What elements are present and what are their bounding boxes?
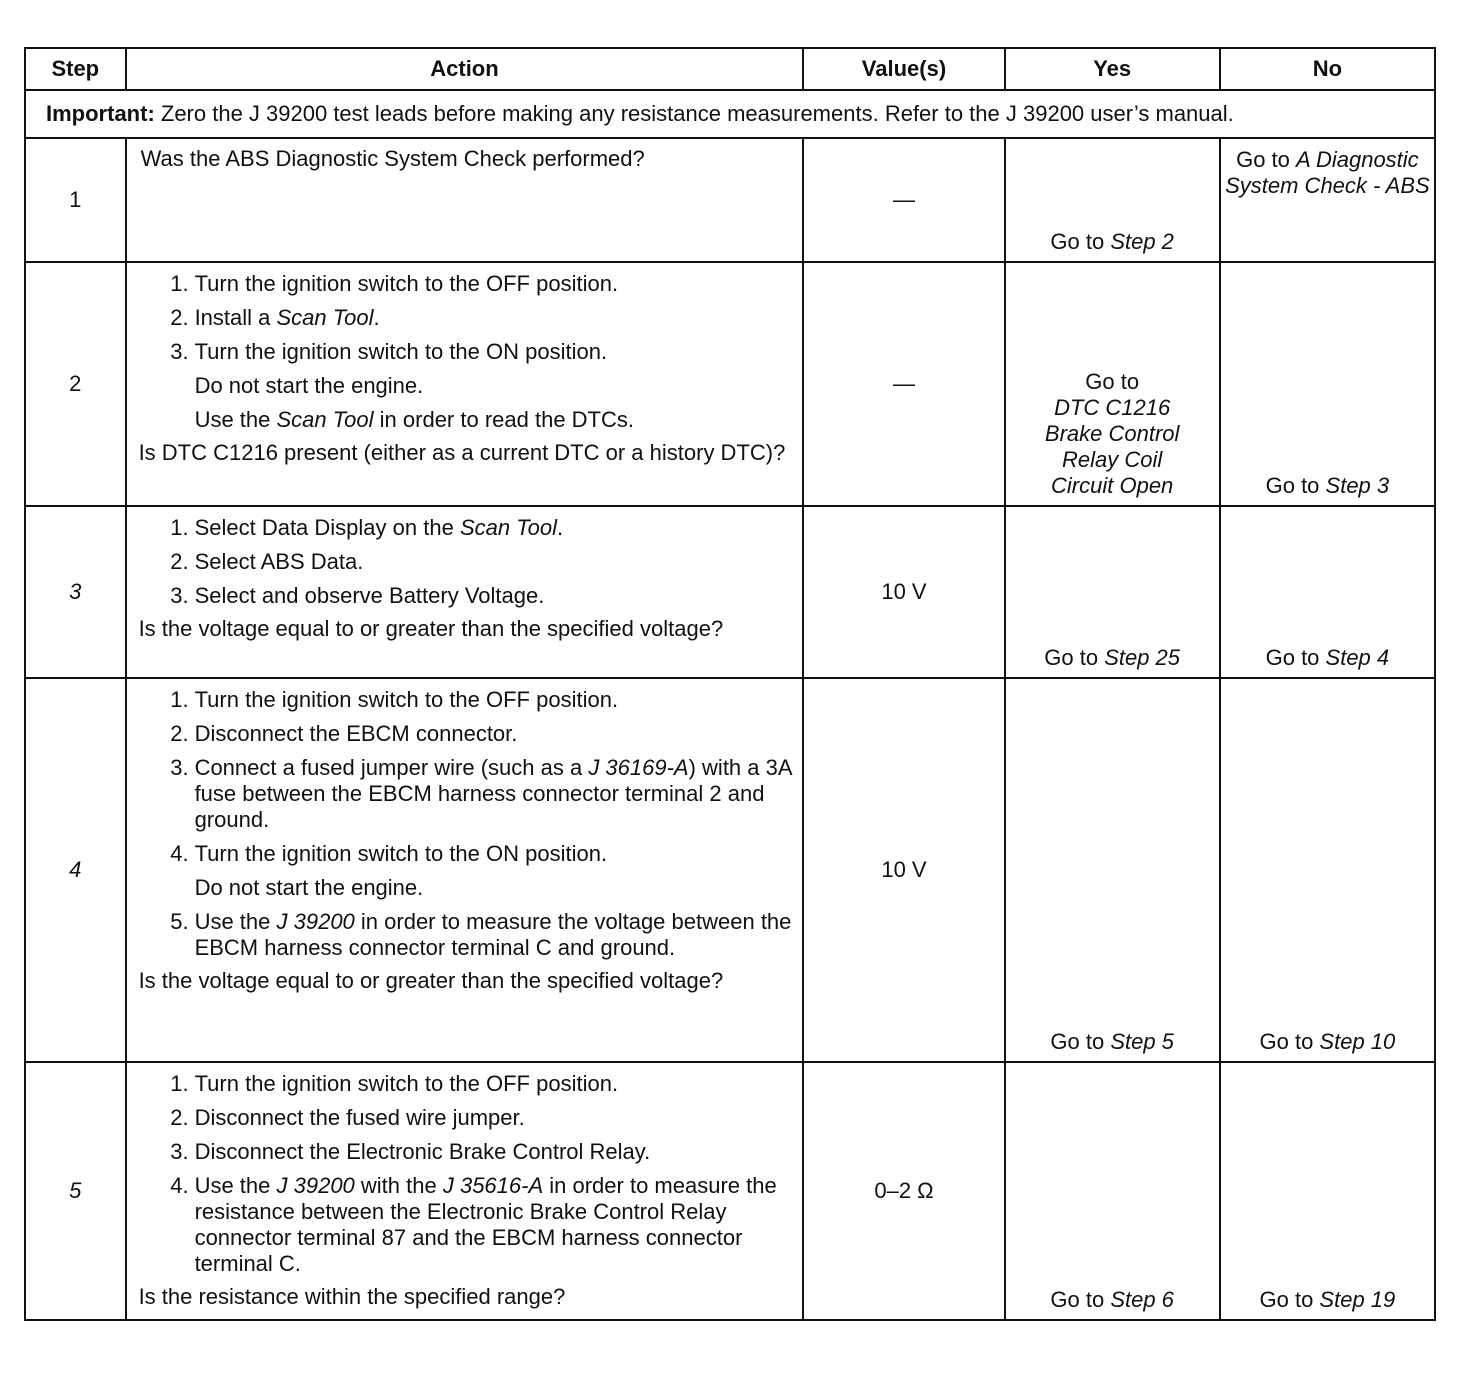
header-row	[25, 48, 1435, 90]
no-link[interactable]: Step 19	[1319, 1287, 1396, 1312]
no-link[interactable]: Step 3	[1325, 473, 1390, 498]
list-number: 4.	[170, 841, 189, 866]
yes-cell	[1005, 262, 1220, 506]
list-item	[139, 909, 793, 961]
action-text: Select Data Display on the	[194, 515, 460, 540]
tool-name: Scan Tool	[276, 305, 374, 330]
list-number: 3.	[170, 755, 189, 780]
yes-link[interactable]: Step 2	[1110, 229, 1174, 254]
table-row-step-1	[25, 138, 1435, 262]
list-number: 1.	[170, 1071, 189, 1096]
action-text: Disconnect the EBCM connector.	[194, 721, 518, 746]
no-link[interactable]: A Diagnostic System Check - ABS	[1225, 147, 1430, 198]
list-number: 4.	[170, 1173, 189, 1198]
action-text: Select ABS Data.	[194, 549, 364, 574]
no-cell	[1220, 138, 1435, 262]
tool-name: J 39200	[276, 1173, 355, 1198]
question-text: Is the voltage equal to or greater than the specified voltage?	[138, 968, 724, 993]
list-number: 3.	[170, 583, 189, 608]
header-no: No	[1220, 48, 1435, 90]
list-item	[139, 339, 793, 365]
no-cell	[1220, 506, 1435, 678]
action-text: Turn the ignition switch to the OFF position.	[194, 1071, 619, 1096]
action-text: Connect a fused jumper wire (such as a	[194, 755, 589, 780]
action-text: Use the	[194, 407, 277, 432]
header-step: Step	[25, 48, 126, 90]
list-item	[139, 841, 793, 867]
tool-name: Scan Tool	[276, 407, 374, 432]
yes-cell	[1005, 138, 1220, 262]
action-text: Turn the ignition switch to the ON position.	[194, 339, 608, 364]
action-text: Turn the ignition switch to the OFF position.	[194, 271, 619, 296]
action-text: Use the	[194, 1173, 277, 1198]
action-text: with the	[354, 1173, 443, 1198]
table-row-step-4	[25, 678, 1435, 1062]
action-cell	[126, 678, 804, 1062]
no-cell	[1220, 262, 1435, 506]
no-cell	[1220, 1062, 1435, 1320]
action-list	[139, 909, 793, 961]
step-number: 5	[25, 1062, 126, 1320]
list-number: 2.	[170, 305, 189, 330]
yes-prefix: Go to	[1050, 1029, 1111, 1054]
important-text: Zero the J 39200 test leads before making any resistance measurements. Refer to the J 39200 user’s manual.	[154, 101, 1234, 126]
yes-cell	[1005, 1062, 1220, 1320]
action-list	[139, 271, 793, 365]
list-number: 5.	[170, 909, 189, 934]
sub-instruction: Do not start the engine.	[194, 875, 424, 900]
question-text: Is the voltage equal to or greater than the specified voltage?	[138, 616, 724, 641]
action-list	[139, 1071, 793, 1277]
no-cell	[1220, 678, 1435, 1062]
list-number: 1.	[170, 687, 189, 712]
table-row-step-3	[25, 506, 1435, 678]
tool-name: J 36169-A	[588, 755, 689, 780]
list-number: 3.	[170, 1139, 189, 1164]
no-prefix: Go to	[1236, 147, 1296, 172]
tool-name: J 39200	[276, 909, 355, 934]
yes-link[interactable]: Step 25	[1104, 645, 1181, 670]
action-cell	[126, 1062, 804, 1320]
list-item	[139, 1173, 793, 1277]
list-item	[139, 515, 793, 541]
table-row-step-5	[25, 1062, 1435, 1320]
yes-prefix: Go to	[1050, 1287, 1111, 1312]
yes-prefix: Go to	[1050, 229, 1111, 254]
value-cell: —	[803, 138, 1004, 262]
list-number: 2.	[170, 549, 189, 574]
value-cell: 0–2 Ω	[803, 1062, 1004, 1320]
action-cell	[126, 262, 804, 506]
list-number: 3.	[170, 339, 189, 364]
action-text: Disconnect the fused wire jumper.	[194, 1105, 525, 1130]
yes-link[interactable]: DTC C1216 Brake Control Relay Coil Circuit Open	[1044, 395, 1180, 498]
list-item	[139, 583, 793, 609]
list-item	[139, 1071, 793, 1097]
tool-name: Scan Tool	[459, 515, 557, 540]
action-text: in order to measure the resistance between the Electronic Brake Control Relay connector terminal 87 and the EBCM harness connector terminal C.	[194, 1173, 777, 1276]
sub-instruction: Do not start the engine.	[194, 373, 424, 398]
no-link[interactable]: Step 4	[1325, 645, 1390, 670]
step-number: 1	[25, 138, 126, 262]
important-label: Important:	[46, 101, 155, 126]
list-item	[139, 1105, 793, 1131]
action-text: Install a	[194, 305, 277, 330]
action-text: Turn the ignition switch to the ON position.	[194, 841, 608, 866]
table-row-step-2	[25, 262, 1435, 506]
action-text: ) with a 3A fuse between the EBCM harness connector terminal 2 and ground.	[194, 755, 792, 832]
question-text: Is DTC C1216 present (either as a current DTC or a history DTC)?	[138, 440, 786, 465]
value-cell: —	[803, 262, 1004, 506]
no-prefix: Go to	[1265, 473, 1326, 498]
yes-cell	[1005, 678, 1220, 1062]
sub-instruction	[139, 407, 793, 433]
step-number: 2	[25, 262, 126, 506]
action-text: .	[373, 305, 380, 330]
step-number: 4	[25, 678, 126, 1062]
list-item	[139, 687, 793, 713]
value-cell: 10 V	[803, 506, 1004, 678]
list-item	[139, 305, 793, 331]
action-list	[139, 687, 793, 867]
yes-prefix: Go to	[1044, 645, 1105, 670]
action-text: in order to read the DTCs.	[373, 407, 634, 432]
tool-name: J 35616-A	[442, 1173, 544, 1198]
action-list	[139, 515, 793, 609]
action-text: .	[556, 515, 564, 540]
action-text: Use the	[194, 909, 277, 934]
action-text: Turn the ignition switch to the OFF position.	[194, 687, 619, 712]
no-prefix: Go to	[1259, 1287, 1320, 1312]
no-prefix: Go to	[1259, 1029, 1320, 1054]
header-action: Action	[126, 48, 804, 90]
no-link[interactable]: Step 10	[1319, 1029, 1396, 1054]
header-yes: Yes	[1005, 48, 1220, 90]
yes-link[interactable]: Step 6	[1110, 1287, 1174, 1312]
list-item	[139, 755, 793, 833]
header-values: Value(s)	[803, 48, 1004, 90]
yes-link[interactable]: Step 5	[1110, 1029, 1174, 1054]
action-text: Select and observe Battery Voltage.	[194, 583, 545, 608]
action-text: in order to measure the voltage between the EBCM harness connector terminal C and ground.	[194, 909, 792, 960]
important-note	[25, 90, 1435, 138]
yes-cell	[1005, 506, 1220, 678]
yes-prefix: Go to	[1085, 369, 1140, 394]
step-number: 3	[25, 506, 126, 678]
question-text: Is the resistance within the specified range?	[138, 1284, 566, 1309]
list-item	[139, 721, 793, 747]
list-number: 1.	[170, 515, 189, 540]
list-number: 2.	[170, 1105, 189, 1130]
important-note-row	[25, 90, 1435, 138]
action-text: Disconnect the Electronic Brake Control Relay.	[194, 1139, 651, 1164]
list-number: 1.	[170, 271, 189, 296]
action-cell	[126, 506, 804, 678]
list-item	[139, 1139, 793, 1165]
list-item	[139, 271, 793, 297]
diagnostic-table	[24, 47, 1436, 1321]
question-text: Was the ABS Diagnostic System Check performed?	[140, 146, 645, 171]
action-cell	[126, 138, 804, 262]
list-number: 2.	[170, 721, 189, 746]
value-cell: 10 V	[803, 678, 1004, 1062]
no-prefix: Go to	[1265, 645, 1326, 670]
list-item	[139, 549, 793, 575]
